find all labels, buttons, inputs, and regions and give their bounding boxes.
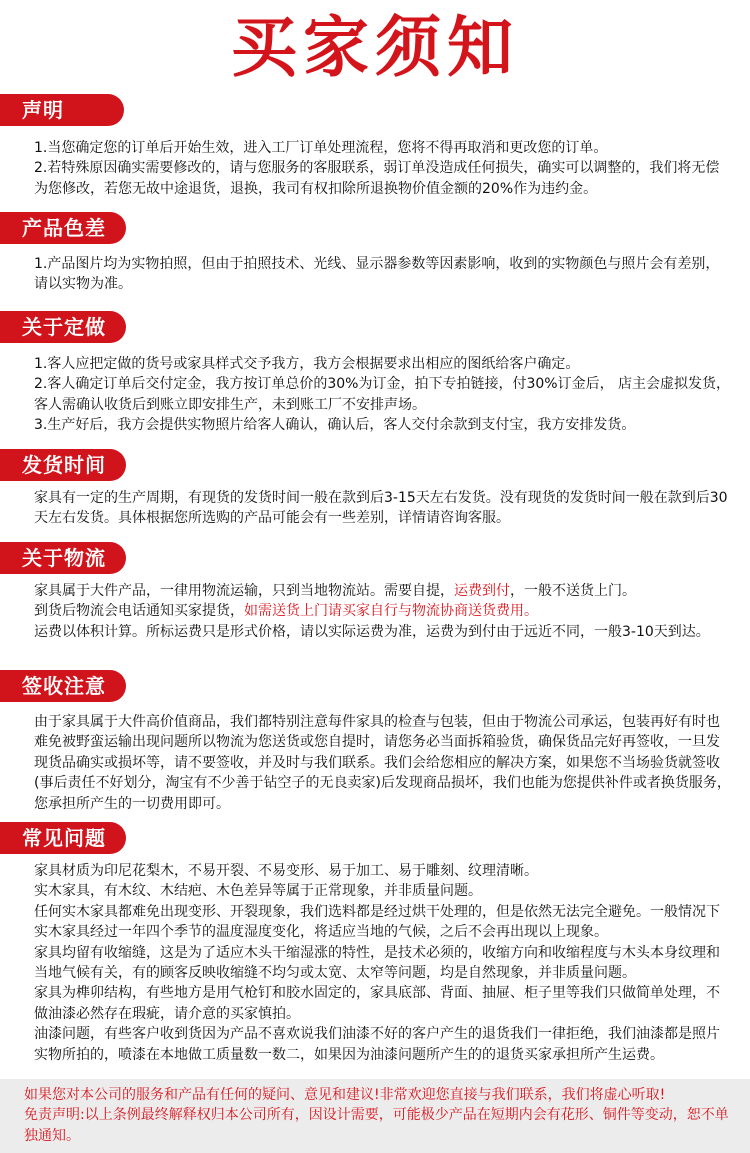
text-line: 1.客人应把定做的货号或家具样式交予我方，我方会根据要求出相应的图纸给客户确定。 [34, 356, 580, 372]
text-span: 到货后物流会电话通知买家提货， [34, 603, 244, 620]
freight-collect-highlight: 运费到付 [454, 583, 510, 599]
text-line: 3.生产好后，我方会提供实物照片给客人确认，确认后，客人交付余款到支付宝，我方安排发货。 [34, 417, 636, 434]
section-heading-receipt: 签收注意 [8, 670, 126, 702]
text-line: 2.若特殊原因确实需要修改的，请与您服务的客服联系，弱订单没造成任何损失，确实可以调整的，我们将无偿为您修改，若您无故中途退货，退换，我司有权扣除所退换物价值金额的20%作为违约金。 [34, 160, 720, 197]
section-body-custom-order [34, 354, 732, 436]
text-line: 家具有一定的生产周期，有现货的发货时间一般在款到后3-15天左右发货。没有现货的发货时间一般在款到后30天左右发货。具体根据您所选购的产品可能会有一些差别，详情请咨询客服。 [34, 490, 728, 527]
section-heading-color-difference: 产品色差 [8, 212, 126, 244]
section-body-color-difference [34, 254, 732, 295]
footer-contact-text: 如果您对本公司的服务和产品有任何的疑问、意见和建议!非常欢迎您直接与我们联系，我们将虚心听取! [24, 1087, 666, 1103]
text-line: 任何实木家具都难免出现变形、开裂现象，我们选料都是经过烘干处理的，但是依然无法完全避免。一般情况下实木家具经过一年四个季节的温度湿度变化，将适应当地的气候，之后不会再出现以上现象。 [34, 903, 720, 941]
section-body-logistics [34, 581, 732, 642]
section-heading-custom-order: 关于定做 [8, 311, 126, 343]
delivery-fee-highlight: 如需送货上门请买家自行与物流协商送货费用。 [244, 603, 538, 620]
section-heading-shipping-time: 发货时间 [8, 449, 126, 481]
text-span: 家具属于大件产品，一律用物流运输，只到当地物流站。需要自提， [34, 583, 454, 599]
text-line: 1.当您确定您的订单后开始生效，进入工厂订单处理流程，您将不得再取消和更改您的订单。 [34, 140, 608, 156]
page-title: 买家须知 [231, 9, 519, 86]
section-body-faq [34, 861, 732, 1065]
section-heading-faq: 常见问题 [8, 822, 126, 854]
section-body-receipt [34, 712, 732, 814]
text-line: 运费以体积计算。所标运费只是形式价格，请以实际运费为准，运费为到付由于远近不同，一般3-10天到达。 [34, 623, 710, 640]
text-line: 家具为榫卯结构，有些地方是用气枪钉和胶水固定的，家具底部、背面、抽屉、柜子里等我们只做简单处理，不做油漆必然存在瑕疵，请介意的买家慎拍。 [34, 985, 720, 1022]
footer-disclaimer-text: 免责声明:以上条例最终解释权归本公司所有，因设计需要，可能极少产品在短期内会有花形、铜件等变动，恕不单独通知。 [24, 1107, 729, 1144]
text-line [34, 581, 732, 601]
text-span: ，一般不送货上门。 [510, 583, 636, 599]
section-body-statement [34, 138, 732, 199]
text-line: 实木家具，有木纹、木结疤、木色差异等属于正常现象，并非质量问题。 [34, 883, 482, 900]
footer-notice [0, 1079, 750, 1153]
section-heading-logistics: 关于物流 [8, 542, 126, 574]
text-line: 油漆问题，有些客户收到货因为产品不喜欢说我们油漆不好的客户产生的退货我们一律拒绝，我们油漆都是照片实物所拍的，喷漆在本地做工质量数一数二，如果因为油漆问题所产生的的退货买家承担所产生运费。 [34, 1026, 720, 1063]
text-line [34, 601, 732, 621]
text-line: 家具材质为印尼花梨木，不易开裂、不易变形、易于加工、易于雕刻、纹理清晰。 [34, 863, 538, 879]
section-body-shipping-time [34, 488, 732, 529]
text-line: 1.产品图片均为实物拍照，但由于拍照技术、光线、显示器参数等因素影响，收到的实物颜色与照片会有差别，请以实物为准。 [34, 256, 720, 293]
section-heading-statement: 声明 [8, 94, 124, 126]
text-line: 由于家具属于大件高价值商品，我们都特别注意每件家具的检查与包装，但由于物流公司承运，包装再好有时也难免被野蛮运输出现问题所以物流为您送货或您自提时，请您务必当面拆箱验货，确保货品完好再签收，一旦发现货品确实或损坏等，请不要签收，并及时与我们联系。我们会给您相应的解决方案，如果您不当场验货就签收(事后责任不好划分，淘宝有不少善于钻空子的无良卖家)后发现商品损坏，我们也能为您提供补件或者换货服务，您承担所产生的一切费用即可。 [34, 714, 731, 812]
text-line: 2.客人确定订单后交付定金，我方按订单总价的30%为订金，拍下专拍链接，付30%订金后， 店主会虚拟发货，客人需确认收货后到账立即安排生产，未到账工厂不安排声场。 [34, 376, 731, 413]
text-line: 家具均留有收缩缝，这是为了适应木头干缩湿涨的特性，是技术必须的，收缩方向和收缩程度与木头本身纹理和当地气候有关，有的顾客反映收缩缝不均匀或太宽、太窄等问题，均是自然现象，并非质量问题。 [34, 944, 720, 982]
